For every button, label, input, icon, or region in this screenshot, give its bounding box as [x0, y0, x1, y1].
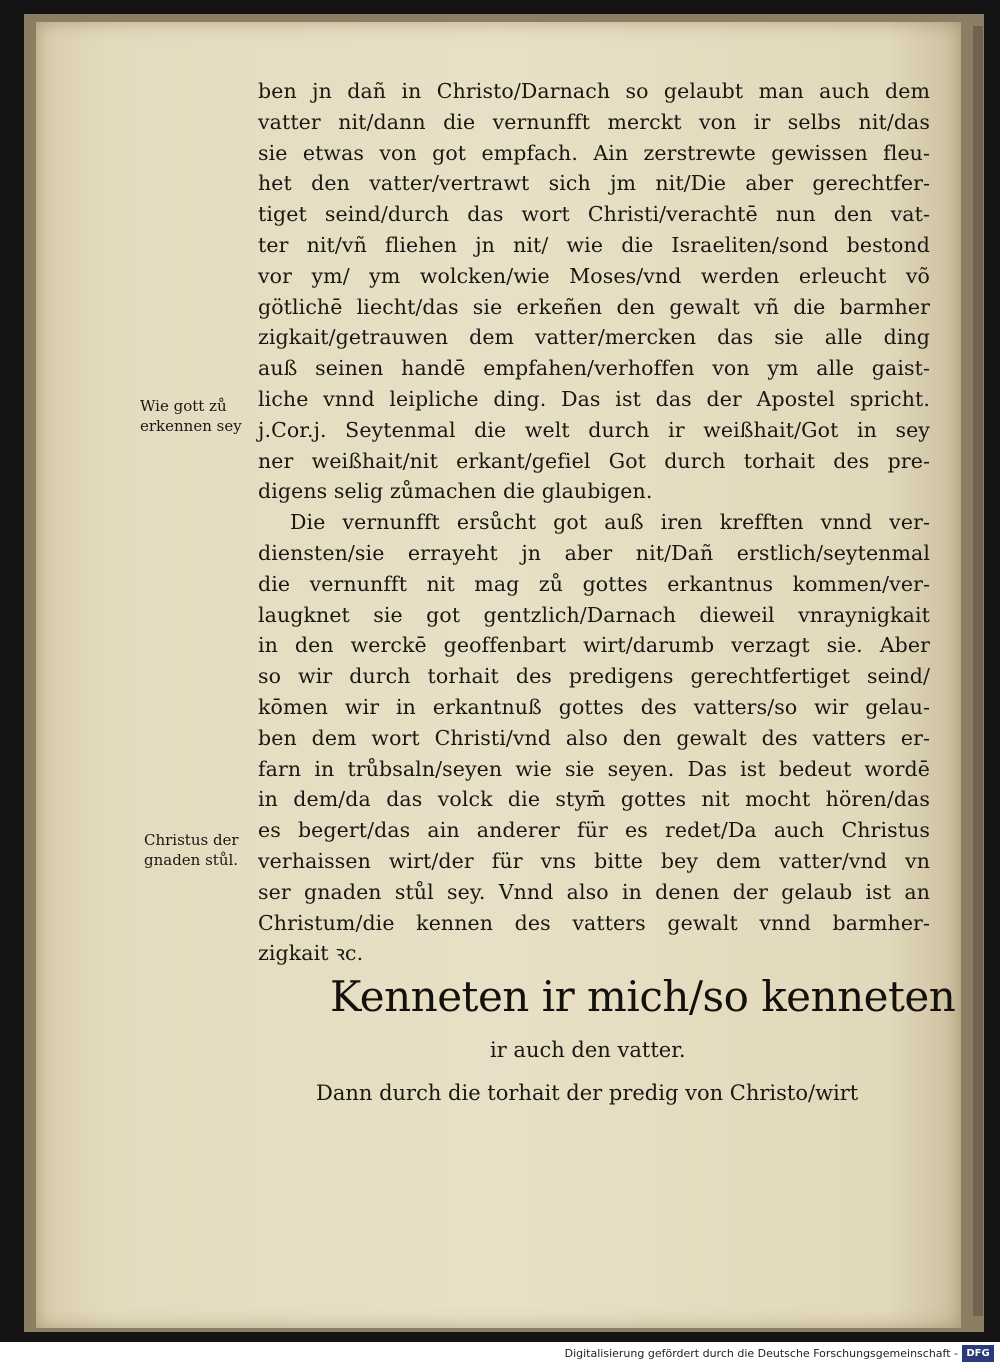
- text-line: verhaissen wirt/der für vns bitte bey dem vatter/vnd vn: [258, 848, 930, 873]
- dfg-logo: DFG: [962, 1345, 994, 1362]
- text-line: so wir durch torhait des predigens gerechtfertiget seind/: [258, 664, 930, 689]
- text-line: laugknet sie got gentzlich/Darnach dieweil vnraynigkait: [258, 602, 930, 627]
- text-line: kōmen wir in erkantnuß gottes des vatters/so wir gelau-: [258, 694, 930, 719]
- text-line: ter nit/vñ fliehen jn nit/ wie die Israeliten/sond bestond: [258, 232, 930, 257]
- text-line: ben jn dañ in Christo/Darnach so gelaubt man auch dem: [258, 79, 930, 103]
- text-line: diensten/sie errayeht jn aber nit/Dañ erstlich/seytenmal: [258, 540, 930, 565]
- text-line: götlichē liecht/das sie erkeñen den gewalt vñ die barmher: [258, 294, 930, 319]
- text-line: ser gnaden stůl sey. Vnnd also in denen der gelaub ist an: [258, 879, 930, 904]
- text-line: tiget seind/durch das wort Christi/verachtē nun den vat-: [258, 202, 930, 227]
- text-line: zigkait/getrauwen dem vatter/mercken das sie alle ding: [258, 325, 930, 350]
- text-line: sie etwas von got empfach. Ain zerstrewte gewissen fleu-: [258, 140, 930, 165]
- text-line: farn in trůbsaln/seyen wie sie seyen. Das ist bedeut wordē: [258, 756, 930, 781]
- text-line: die vernunfft nit mag zů gottes erkantnus kommen/ver-: [258, 571, 930, 596]
- text-line: liche vnnd leipliche ding. Das ist das der Apostel spricht.: [258, 386, 930, 411]
- text-line: vor ym/ ym wolcken/wie Moses/vnd werden erleucht võ: [258, 263, 930, 288]
- text-line: vatter nit/dann die vernunfft merckt von ir selbs nit/das: [258, 109, 930, 134]
- text-line: auß seinen handē empfahen/verhoffen von ym alle gaist-: [258, 356, 930, 381]
- margin-note-line: gnaden stůl.: [144, 851, 239, 869]
- section-heading: Kenneten ir mich/so kenneten: [330, 972, 956, 1021]
- text-line: in dem/da das volck die stym̄ gottes nit mocht hören/das: [258, 787, 930, 812]
- text-line: in den werckē geoffenbart wirt/darumb verzagt sie. Aber: [258, 633, 930, 658]
- text-line: ben dem wort Christi/vnd also den gewalt des vatters er-: [258, 725, 930, 750]
- margin-note-line: erkennen sey: [140, 417, 242, 435]
- text-line: es begert/das ain anderer für es redet/Da auch Christus: [258, 818, 930, 843]
- margin-note-line: Christus der: [144, 831, 239, 849]
- text-line: Christum/die kennen des vatters gewalt vnnd barmher-: [258, 910, 930, 935]
- text-line: ner weißhait/nit erkant/gefiel Got durch torhait des pre-: [258, 448, 930, 473]
- text-line: Die vernunfft ersůcht got auß iren krefften vnnd ver-: [290, 510, 930, 535]
- section-subheading: ir auch den vatter.: [490, 1038, 686, 1062]
- catchline: Dann durch die torhait der predig von Christo/wirt: [316, 1081, 859, 1105]
- footer-bar: [0, 1342, 1000, 1367]
- funding-notice: Digitalisierung gefördert durch die Deutsche Forschungsgemeinschaft -: [564, 1347, 958, 1360]
- text-line: het den vatter/vertrawt sich jm nit/Die aber gerechtfer-: [258, 171, 930, 196]
- body-text: [258, 76, 930, 969]
- book-gutter: [973, 26, 983, 1316]
- margin-note-gnaden-stuel: [144, 830, 239, 870]
- margin-note-gott-erkennen: [140, 396, 242, 436]
- text-line: zigkait ꝛc.: [258, 941, 364, 966]
- text-line: j.Cor.j. Seytenmal die welt durch ir weißhait/Got in sey: [258, 417, 930, 442]
- margin-note-line: Wie gott zů: [140, 397, 227, 415]
- text-line: digens selig zůmachen die glaubigen.: [258, 479, 653, 504]
